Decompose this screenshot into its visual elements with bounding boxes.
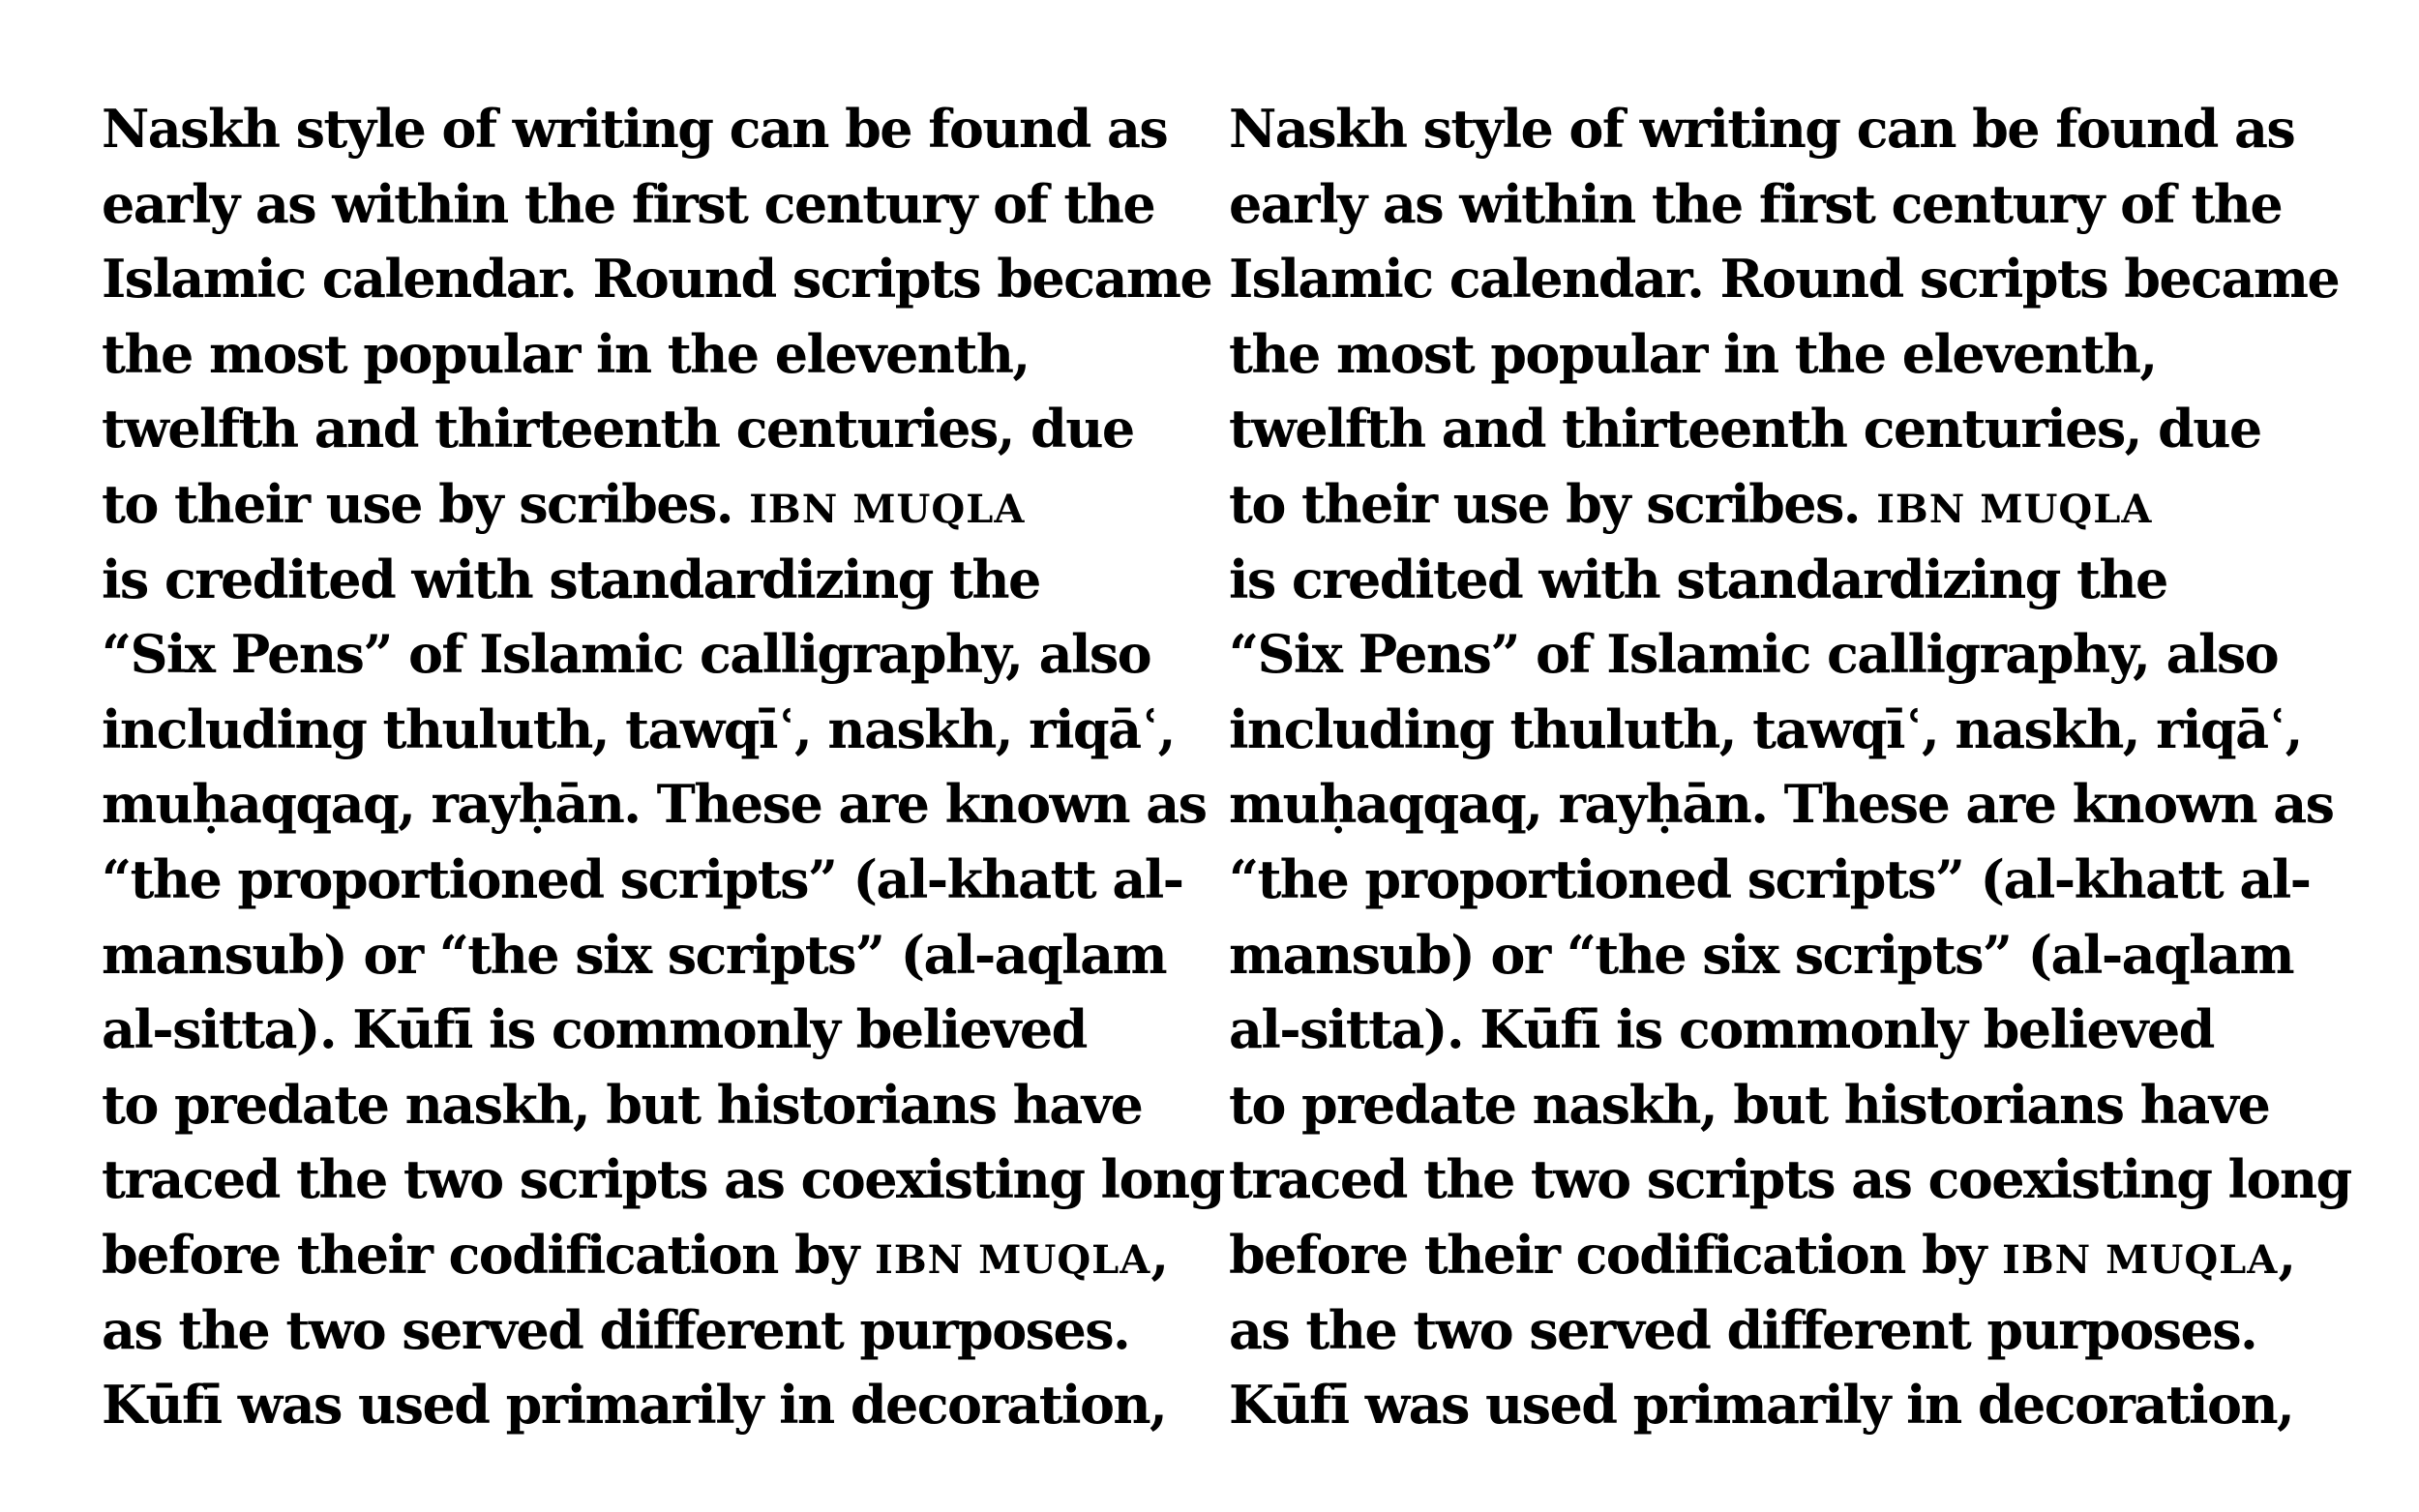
text-span: Kūfī was used primarily in decoration, — [102, 1374, 1167, 1437]
text-span: Naskh style of writing can be found as — [102, 98, 1168, 160]
text-span: Islamic calendar. Round scripts became — [1229, 248, 2340, 311]
text-line — [1229, 317, 2371, 393]
text-span: to their use by scribes. — [1229, 472, 1877, 535]
small-caps-name: IBN MUQLA — [749, 486, 1026, 532]
text-line — [1229, 693, 2371, 768]
text-line — [1229, 1293, 2371, 1369]
text-span: to their use by scribes. — [102, 472, 750, 535]
text-span: twelfth and thirteenth centuries, due — [102, 398, 1134, 460]
text-line — [102, 1293, 1243, 1369]
text-span: “Six Pens” of Islamic calligraphy, also — [1229, 623, 2279, 686]
text-line — [102, 543, 1243, 618]
text-line — [1229, 167, 2371, 243]
small-caps-name: IBN MUQLA — [1876, 486, 2153, 532]
text-line — [1229, 543, 2371, 618]
text-line — [102, 317, 1243, 393]
text-span: “the proportioned scripts” (al-khatt al- — [1229, 847, 2311, 910]
text-span: including thuluth, tawqīʿ, naskh, riqāʿ, — [102, 697, 1175, 760]
small-caps-name: IBN MUQLA — [2002, 1236, 2279, 1283]
text-span: , — [1150, 1223, 1168, 1286]
text-span: “Six Pens” of Islamic calligraphy, also — [102, 623, 1151, 686]
text-line — [102, 392, 1243, 467]
text-line — [102, 993, 1243, 1068]
text-line — [1229, 1068, 2371, 1143]
text-line — [102, 1068, 1243, 1143]
text-line — [1229, 1368, 2371, 1443]
small-caps-name: IBN MUQLA — [875, 1236, 1151, 1283]
text-span: al-sitta). Kūfī is commonly believed — [102, 998, 1087, 1061]
text-line — [1229, 617, 2371, 693]
text-span: “the proportioned scripts” (al-khatt al- — [102, 847, 1183, 910]
text-column-right — [1229, 92, 2371, 1443]
text-span: Naskh style of writing can be found as — [1229, 98, 2295, 160]
text-span: mansub) or “the six scripts” (al-aqlam — [1229, 923, 2294, 986]
text-span: , — [2278, 1223, 2295, 1286]
text-line — [1229, 92, 2371, 167]
text-line — [102, 918, 1243, 993]
text-line — [102, 1368, 1243, 1443]
text-span: traced the two scripts as coexisting long — [1229, 1148, 2351, 1211]
text-line — [1229, 993, 2371, 1068]
text-line — [102, 1218, 1243, 1293]
text-line — [1229, 767, 2371, 843]
text-span: mansub) or “the six scripts” (al-aqlam — [102, 923, 1167, 986]
text-span: early as within the first century of the — [1229, 172, 2283, 235]
text-span: muḥaqqaq, rayḥān. These are known as — [1229, 773, 2334, 836]
text-line — [102, 467, 1243, 543]
text-line — [102, 167, 1243, 243]
text-line — [102, 767, 1243, 843]
text-span: including thuluth, tawqīʿ, naskh, riqāʿ, — [1229, 697, 2302, 760]
text-span: before their codification by — [102, 1223, 876, 1286]
text-span: muḥaqqaq, rayḥān. These are known as — [102, 773, 1207, 836]
text-line — [102, 843, 1243, 918]
text-span: al-sitta). Kūfī is commonly believed — [1229, 998, 2214, 1061]
text-span: early as within the first century of the — [102, 172, 1155, 235]
text-line — [102, 92, 1243, 167]
text-line — [1229, 843, 2371, 918]
text-span: twelfth and thirteenth centuries, due — [1229, 398, 2261, 460]
text-line — [1229, 392, 2371, 467]
text-span: Kūfī was used primarily in decoration, — [1229, 1374, 2294, 1437]
text-line — [1229, 242, 2371, 317]
text-line — [102, 617, 1243, 693]
text-span: as the two served different purposes. — [102, 1298, 1130, 1361]
text-line — [102, 693, 1243, 768]
text-span: Islamic calendar. Round scripts became — [102, 248, 1212, 311]
text-line — [1229, 918, 2371, 993]
text-span: to predate naskh, but historians have — [102, 1073, 1143, 1136]
text-line — [1229, 1218, 2371, 1293]
text-span: is credited with standardizing the — [1229, 548, 2167, 610]
text-span: the most popular in the eleventh, — [1229, 322, 2157, 385]
text-span: to predate naskh, but historians have — [1229, 1073, 2270, 1136]
text-line — [1229, 1142, 2371, 1218]
text-span: is credited with standardizing the — [102, 548, 1040, 610]
text-span: traced the two scripts as coexisting long — [102, 1148, 1224, 1211]
text-column-left — [102, 92, 1243, 1443]
text-line — [1229, 467, 2371, 543]
text-span: the most popular in the eleventh, — [102, 322, 1030, 385]
text-span: as the two served different purposes. — [1229, 1298, 2257, 1361]
text-line — [102, 242, 1243, 317]
text-span: before their codification by — [1229, 1223, 2003, 1286]
text-line — [102, 1142, 1243, 1218]
